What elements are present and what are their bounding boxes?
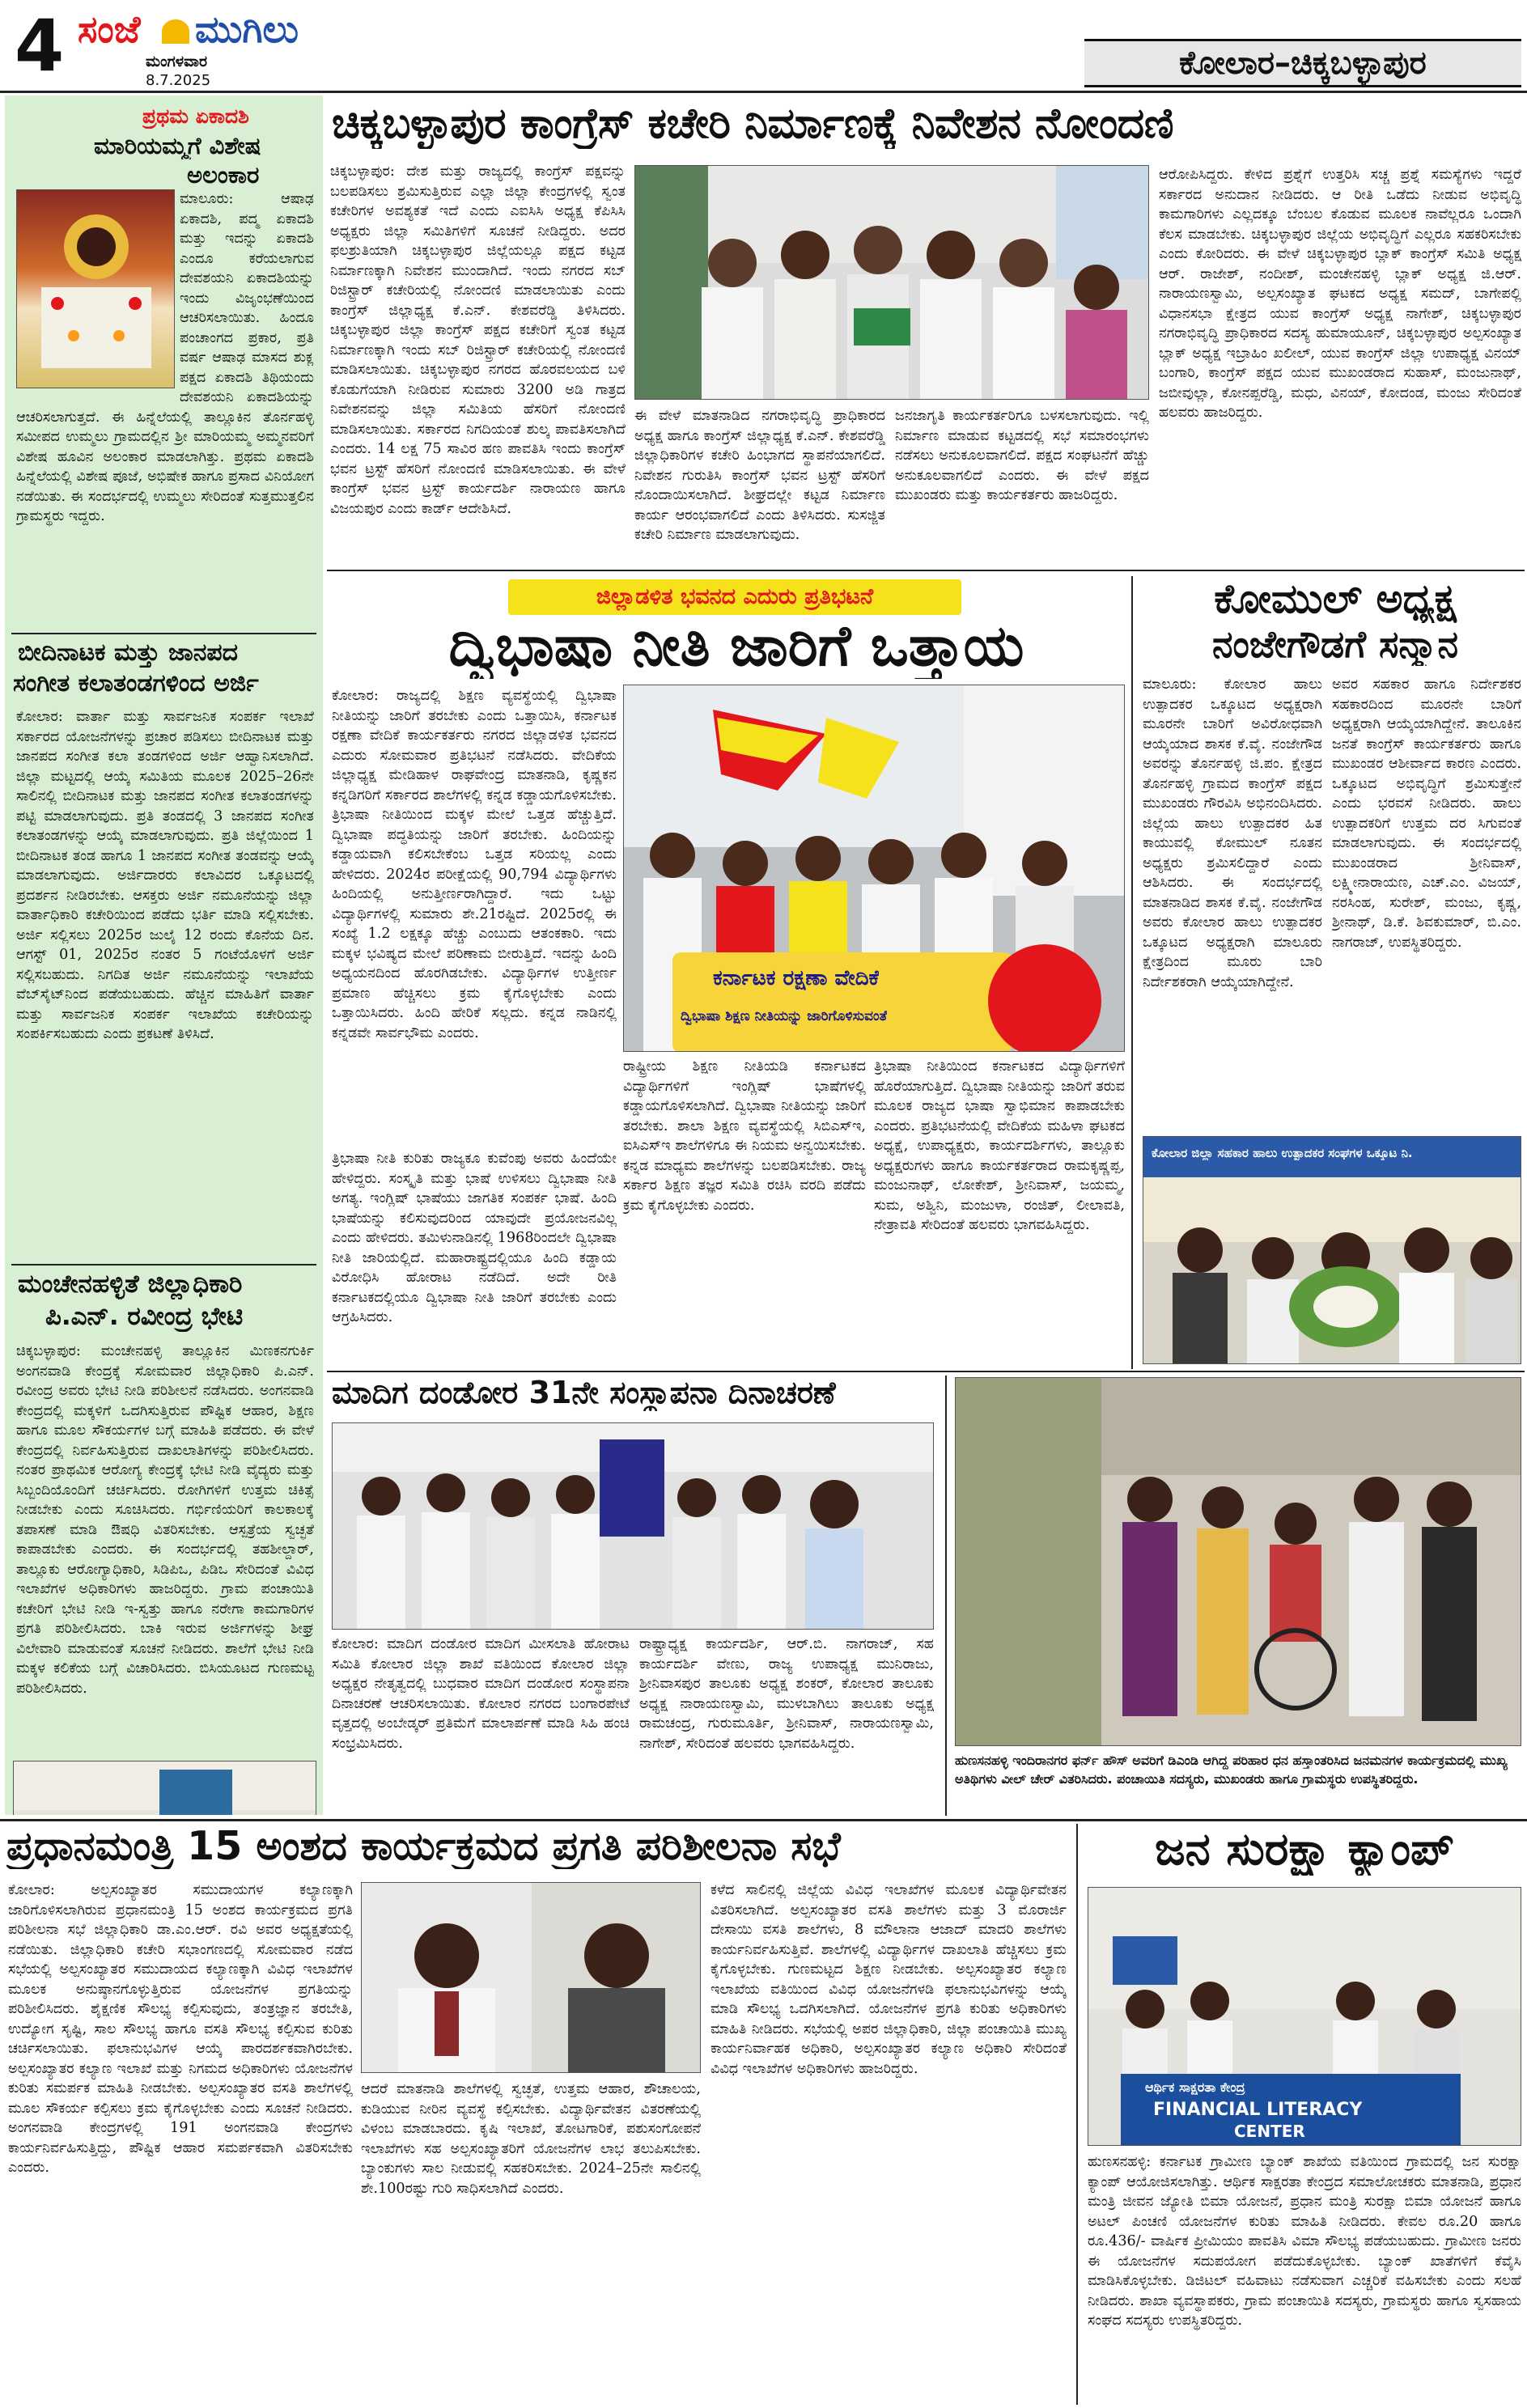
protest-banner-text: ಕರ್ನಾಟಕ ರಕ್ಷಣಾ ವೇದಿಕೆ — [713, 967, 880, 990]
article-3-vrule — [1131, 576, 1133, 1369]
article-6-col2: ಆದರೆ ಮಾತನಾಡಿ ಶಾಲೆಗಳಲ್ಲಿ ಸ್ವಚ್ಛತೆ, ಉತ್ತಮ ಆಹಾರ, ಶೌಚಾಲಯ, ಕುಡಿಯುವ ನೀರಿನ ವ್ಯವಸ್ಥೆ ಕಲ್ಪಿಸಬೇಕು. ವಿದ್ಯಾರ್ಥಿವೇತನ ವಿತರಣೆಯಲ್ಲಿ ವಿಳಂಬ ಮಾಡಬಾರದು. ಕೃಷಿ ಇಲಾಖೆ, ತೋಟಗಾರಿಕೆ, ಪಶುಸಂಗೋಪನೆ ಇಲಾಖೆಗಳು ಸಹ ಅಲ್ಪಸಂಖ್ಯಾತರಿಗೆ ಯೋಜನೆಗಳ ಲಾಭ ತಲುಪಿಸಬೇಕು. ಬ್ಯಾಂಕುಗಳು ಸಾಲ ನೀಡುವಲ್ಲಿ ಸಹಕರಿಸಬೇಕು. 2024–25ನೇ ಸಾಲಿನಲ್ಲಿ ಶೇ.100ರಷ್ಟು ಗುರಿ ಸಾಧಿಸಲಾಗಿದೆ ಎಂದರು. — [361, 2081, 701, 2197]
hospital-visit-photo — [13, 1761, 316, 1815]
congress-group-photo — [634, 165, 1149, 400]
article-2-kicker — [508, 579, 961, 615]
dandora-art — [333, 1423, 934, 1630]
protest-banner-text-2: ದ್ವಿಭಾಷಾ ಶಿಕ್ಷಣ ನೀತಿಯನ್ನು ಜಾರಿಗೊಳಿಸುವಂತೆ — [681, 1009, 888, 1024]
article-4-col1: ಕೋಲಾರ: ಮಾದಿಗ ದಂಡೋರ ಮಾದಿಗ ಮೀಸಲಾತಿ ಹೋರಾಟ ಸಮಿತಿ ಕೋಲಾರ ಜಿಲ್ಲಾ ಶಾಖೆ ವತಿಯಿಂದ ಕೋಲಾರ ಜಿಲ್ಲಾ ಅಧ್ಯಕ್ಷರ ನೇತೃತ್ವದಲ್ಲಿ ಬುಧವಾರ ಮಾದಿಗ ದಂಡೋರ ಸಂಸ್ಥಾಪನಾ ದಿನಾಚರಣೆ ಆಚರಿಸಲಾಯಿತು. ಕೋಲಾರ ನಗರದ ಬಂಗಾರಪೇಟೆ ವೃತ್ತದಲ್ಲಿ ಅಂಬೇಡ್ಕರ್ ಪ್ರತಿಮೆಗೆ ಮಾಲಾರ್ಪಣೆ ಮಾಡಿ ಸಿಹಿ ಹಂಚಿ ಸಂಭ್ರಮಿಸಿದರು. — [332, 1636, 630, 1752]
article-6-col1: ಕೋಲಾರ: ಅಲ್ಪಸಂಖ್ಯಾತರ ಸಮುದಾಯಗಳ ಕಲ್ಯಾಣಕ್ಕಾಗಿ ಜಾರಿಗೊಳಿಸಲಾಗಿರುವ ಪ್ರಧಾನಮಂತ್ರಿ 15 ಅಂಶದ ಕಾರ್ಯಕ್ರಮದ ಪ್ರಗತಿ ಪರಿಶೀಲನಾ ಸಭೆ ಜಿಲ್ಲಾಧಿಕಾರಿ ಡಾ.ಎಂ.ಆರ್. ರವಿ ಅವರ ಅಧ್ಯಕ್ಷತೆಯಲ್ಲಿ ನಡೆಯಿತು. ಜಿಲ್ಲಾಧಿಕಾರಿ ಕಚೇರಿ ಸಭಾಂಗಣದಲ್ಲಿ ಸೋಮವಾರ ನಡೆದ ಸಭೆಯಲ್ಲಿ ಅಲ್ಪಸಂಖ್ಯಾತರ ಸಮುದಾಯದ ಕಲ್ಯಾಣಕ್ಕಾಗಿ ವಿವಿಧ ಇಲಾಖೆಗಳ ಮೂಲಕ ಅನುಷ್ಠಾನಗೊಳ್ಳುತ್ತಿರುವ ಯೋಜನೆಗಳ ಪ್ರಗತಿಯನ್ನು ಪರಿಶೀಲಿಸಿದರು. ಶೈಕ್ಷಣಿಕ ಸೌಲಭ್ಯ ಕಲ್ಪಿಸುವುದು, ತಂತ್ರಜ್ಞಾನ ತರಬೇತಿ, ಉದ್ಯೋಗ ಸೃಷ್ಟಿ, ಸಾಲ ಸೌಲಭ್ಯ ಹಾಗೂ ವಸತಿ ಸೌಲಭ್ಯ ಕಲ್ಪಿಸುವ ಕುರಿತು ಚರ್ಚಿಸಲಾಯಿತು. ಫಲಾನುಭವಿಗಳ ಆಯ್ಕೆ ಪಾರದರ್ಶಕವಾಗಿರಬೇಕು. ಅಲ್ಪಸಂಖ್ಯಾತರ ಕಲ್ಯಾಣ ಇಲಾಖೆ ಮತ್ತು ನಿಗಮದ ಅಧಿಕಾರಿಗಳು ಯೋಜನೆಗಳ ಕುರಿತು ಸಮರ್ಪಕ ಮಾಹಿತಿ ನೀಡಬೇಕು. ಅಲ್ಪಸಂಖ್ಯಾತರ ವಸತಿ ಶಾಲೆಗಳಲ್ಲಿ ಮೂಲ ಸೌಕರ್ಯ ಕಲ್ಪಿಸಲು ಕ್ರಮ ಕೈಗೊಳ್ಳಬೇಕು ಎಂದು ಸೂಚನೆ ನೀಡಿದರು. ಅಂಗನವಾಡಿ ಕೇಂದ್ರಗಳಲ್ಲಿ 191 ಅಂಗನವಾಡಿ ಕೇಂದ್ರಗಳು ಕಾರ್ಯನಿರ್ವಹಿಸುತ್ತಿದ್ದು, ಪೌಷ್ಟಿಕ ಆಹಾರ ಸಮರ್ಪಕವಾಗಿ ವಿತರಿಸಬೇಕು ಎಂದರು. — [8, 1882, 353, 2176]
middle-rule — [327, 1371, 1525, 1372]
sidebar-title-1a: ಮಾರಿಯಮ್ಮಗೆ ವಿಶೇಷ — [94, 133, 261, 159]
article-2-headline: ದ್ವಿಭಾಷಾ ನೀತಿ ಜಾರಿಗೆ ಒತ್ತಾಯ — [448, 613, 1024, 679]
article-4-col2: ರಾಷ್ಟ್ರಾಧ್ಯಕ್ಷ ಕಾರ್ಯದರ್ಶಿ, ಆರ್.ಬಿ. ನಾಗರಾಜ್, ಸಹ ಕಾರ್ಯದರ್ಶಿ ವೇಣು, ರಾಜ್ಯ ಉಪಾಧ್ಯಕ್ಷ ಮುನಿರಾಜು, ಶ್ರೀನಿವಾಸಪುರ ತಾಲೂಕು ಅಧ್ಯಕ್ಷ ಶಂಕರ್, ಕೋಲಾರ ತಾಲೂಕು ಅಧ್ಯಕ್ಷ ನಾರಾಯಣಸ್ವಾಮಿ, ಮುಳಬಾಗಿಲು ತಾಲೂಕು ಅಧ್ಯಕ್ಷ ರಾಮಚಂದ್ರ, ಗುರುಮೂರ್ತಿ, ಶ್ರೀನಿವಾಸ್, ನಾರಾಯಣಸ್ವಾಮಿ, ನಾಗೇಶ್, ಸೇರಿದಂತೆ ಹಲವರು ಭಾಗವಹಿಸಿದ್ದರು. — [639, 1636, 934, 1752]
article-6-headline: ಪ್ರಧಾನಮಂತ್ರಿ 15 ಅಂಶದ ಕಾರ್ಯಕ್ರಮದ ಪ್ರಗತಿ ಪರಿಶೀಲನಾ ಸಭೆ — [6, 1824, 841, 1869]
sidebar-title-1b: ಅಲಂಕಾರ — [187, 162, 260, 189]
sidebar-kicker-1: ಪ್ರಥಮ ಏಕಾದಶಿ — [142, 105, 249, 128]
article-2-col3: ರಾಷ್ಟ್ರೀಯ ಶಿಕ್ಷಣ ನೀತಿಯಡಿ ಕರ್ನಾಟಕದ ವಿದ್ಯಾರ್ಥಿಗಳಿಗೆ ಇಂಗ್ಲಿಷ್ ಭಾಷೆಗಳಲ್ಲಿ ಕಡ್ಡಾಯಗೊಳಿಸಲಾಗಿದೆ. ದ್ವಿಭಾಷಾ ನೀತಿಯನ್ನು ಜಾರಿಗೆ ತರಬೇಕು. ಶಾಲಾ ಶಿಕ್ಷಣ ವ್ಯವಸ್ಥೆಯಲ್ಲಿ ಸಿಬಿಎಸ್‌ಇ, ಐಸಿಎಸ್‌ಇ ಶಾಲೆಗಳಿಗೂ ಈ ನಿಯಮ ಅನ್ವಯಿಸಬೇಕು. ಕನ್ನಡ ಮಾಧ್ಯಮ ಶಾಲೆಗಳನ್ನು ಬಲಪಡಿಸಬೇಕು. ರಾಜ್ಯ ಸರ್ಕಾರ ಶಿಕ್ಷಣ ತಜ್ಞರ ಸಮಿತಿ ರಚಿಸಿ ವರದಿ ಪಡೆದು ಕ್ರಮ ಕೈಗೊಳ್ಳಬೇಕು ಎಂದರು. — [623, 1058, 866, 1214]
sidebar-title-3a: ಮಂಚೇನಹಳ್ಳಿತೆ ಜಿಲ್ಲಾಧಿಕಾರಿ — [18, 1270, 243, 1299]
banner-text-2: FINANCIAL LITERACY — [1153, 2100, 1363, 2120]
wheelchair-photo — [955, 1377, 1521, 1746]
dandora-photo — [332, 1422, 934, 1630]
wheelchair-art — [956, 1378, 1521, 1746]
article-7-headline: ಜನ ಸುರಕ್ಷಾ ಕ್ಯಾಂಪ್ — [1154, 1824, 1455, 1876]
masthead-name-2: ಮುಗಿಲು — [195, 8, 299, 51]
sidebar-title-3b: ಪಿ.ಎನ್. ರವೀಂದ್ರ ಭೇಟಿ — [45, 1303, 244, 1331]
masthead-name-1: ಸಂಜೆ — [78, 8, 141, 51]
kdcc-honour-photo — [1143, 1136, 1521, 1364]
hospital-visit-art — [14, 1761, 316, 1815]
banner-text-3: CENTER — [1234, 2122, 1305, 2141]
issue-date: 8.7.2025 — [146, 73, 211, 89]
article-1-col3: ಜನಜಾಗೃತಿ ಕಾರ್ಯಕರ್ತರಿಗೂ ಬಳಸಲಾಗುವುದು. ಇಲ್ಲಿ ನಿರ್ಮಾಣ ಮಾಡುವ ಕಟ್ಟಡದಲ್ಲಿ ಸಭೆ ಸಮಾರಂಭಗಳು ನಡೆಸಲು ಅನುಕೂಲವಾಗಲಿದೆ. ಪಕ್ಷದ ಸಂಘಟನೆಗೆ ಹೆಚ್ಚು ಅನುಕೂಲವಾಗಲಿದೆ ಎಂದರು. ಈ ವೇಳೆ ಪಕ್ಷದ ಮುಖಂಡರು ಮತ್ತು ಕಾರ್ಯಕರ್ತರು ಹಾಜರಿದ್ದರು. — [895, 408, 1149, 503]
sun-icon — [162, 19, 189, 44]
article-2-col4: ತ್ರಿಭಾಷಾ ನೀತಿಯಿಂದ ಕರ್ನಾಟಕದ ವಿದ್ಯಾರ್ಥಿಗಳಿಗೆ ಹೊರೆಯಾಗುತ್ತಿದೆ. ದ್ವಿಭಾಷಾ ನೀತಿಯನ್ನು ಜಾರಿಗೆ ತರುವ ಮೂಲಕ ರಾಜ್ಯದ ಭಾಷಾ ಸ್ವಾಭಿಮಾನ ಕಾಪಾಡಬೇಕು ಎಂದರು. ಪ್ರತಿಭಟನೆಯಲ್ಲಿ ವೇದಿಕೆಯ ಮಹಿಳಾ ಘಟಕದ ಅಧ್ಯಕ್ಷೆ, ಉಪಾಧ್ಯಕ್ಷರು, ಕಾರ್ಯದರ್ಶಿಗಳು, ತಾಲ್ಲೂಕು ಅಧ್ಯಕ್ಷರುಗಳು ಹಾಗೂ ಕಾರ್ಯಕರ್ತರಾದ ರಾಮಕೃಷ್ಣಪ್ಪ, ಮಂಜುನಾಥ್, ಲೋಕೇಶ್, ಶ್ರೀನಿವಾಸ್, ಜಯಮ್ಮ, ಸುಮ, ಅಶ್ವಿನಿ, ಮಂಜುಳಾ, ರಂಜಿತ್, ಲೀಲಾವತಿ, ನೇತ್ರಾವತಿ ಸೇರಿದಂತೆ ಹಲವರು ಭಾಗವಹಿಸಿದ್ದರು. — [874, 1058, 1125, 1233]
article-2-col1: ಕೋಲಾರ: ರಾಜ್ಯದಲ್ಲಿ ಶಿಕ್ಷಣ ವ್ಯವಸ್ಥೆಯಲ್ಲಿ ದ್ವಿಭಾಷಾ ನೀತಿಯನ್ನು ಜಾರಿಗೆ ತರಬೇಕು ಎಂದು ಒತ್ತಾಯಿಸಿ, ಕರ್ನಾಟಕ ರಕ್ಷಣಾ ವೇದಿಕೆ ಕಾರ್ಯಕರ್ತರು ನಗರದ ಜಿಲ್ಲಾಡಳಿತ ಭವನದ ಎದುರು ಸೋಮವಾರ ಪ್ರತಿಭಟನೆ ನಡೆಸಿದರು. ವೇದಿಕೆಯ ಜಿಲ್ಲಾಧ್ಯಕ್ಷ ಮೇಡಿಹಾಳ ರಾಘವೇಂದ್ರ ಮಾತನಾಡಿ, ಕೃಷ್ಣಕನ ಕನ್ನಡಿಗರಿಗೆ ಸರ್ಕಾರದ ಶಾಲೆಗಳಲ್ಲಿ ಕನ್ನಡ ಕಡ್ಡಾಯಗೊಳಿಸಬೇಕು. ತ್ರಿಭಾಷಾ ನೀತಿಯಿಂದ ಮಕ್ಕಳ ಮೇಲೆ ಒತ್ತಡ ಹೆಚ್ಚುತ್ತಿದೆ. ದ್ವಿಭಾಷಾ ಪದ್ಧತಿಯನ್ನು ಜಾರಿಗೆ ತರಬೇಕು. ಹಿಂದಿಯನ್ನು ಕಡ್ಡಾಯವಾಗಿ ಕಲಿಸಬೇಕೆಂಬ ಒತ್ತಡ ಸರಿಯಲ್ಲ ಎಂದು ಹೇಳಿದರು. 2024ರ ಪರೀಕ್ಷೆಯಲ್ಲಿ 90,794 ವಿದ್ಯಾರ್ಥಿಗಳು ಹಿಂದಿಯಲ್ಲಿ ಅನುತ್ತೀರ್ಣರಾಗಿದ್ದಾರೆ. ಇದು ಒಟ್ಟು ವಿದ್ಯಾರ್ಥಿಗಳಲ್ಲಿ ಸುಮಾರು ಶೇ.21ರಷ್ಟಿದೆ. 2025ರಲ್ಲಿ ಈ ಸಂಖ್ಯೆ 1.2 ಲಕ್ಷಕ್ಕೂ ಹೆಚ್ಚು ಎಂಬುದು ಆತಂಕಕಾರಿ. ಇದು ಮಕ್ಕಳ ಭವಿಷ್ಯದ ಮೇಲೆ ಪರಿಣಾಮ ಬೀರುತ್ತಿದೆ. ಇದನ್ನು ಹಿಂದಿ ಅಧ್ಯಯನದಿಂದ ಹೊರಗಿಡಬೇಕು. ವಿದ್ಯಾರ್ಥಿಗಳ ಉತ್ತೀರ್ಣ ಪ್ರಮಾಣ ಹೆಚ್ಚಿಸಲು ಕ್ರಮ ಕೈಗೊಳ್ಳಬೇಕು ಎಂದು ಒತ್ತಾಯಿಸಿದರು. ಹಿಂದಿ ಹೇರಿಕೆ ಸಲ್ಲದು. ಕನ್ನಡ ನಾಡಿನಲ್ಲಿ ಕನ್ನಡವೇ ಸಾರ್ವಭೌಮ ಎಂದರು. — [332, 688, 617, 1041]
sidebar-text-1 — [16, 189, 314, 628]
sidebar-divider-2 — [11, 1264, 316, 1265]
congress-group-art — [635, 166, 1149, 400]
financial-literacy-photo — [1088, 1887, 1521, 2146]
wheelchair-caption: ಹುಣಸನಹಳ್ಳಿ ಇಂದಿರಾನಗರ ಫರ್ನ್ ಹೌಸ್ ಅವರಿಗೆ ಡಿಎಂಡಿ ಆಗಿದ್ದ ಪರಿಹಾರ ಧನ ಹಸ್ತಾಂತರಿಸಿದ ಜನಮನಗಳ ಕಾರ್ಯಕ್ರಮದಲ್ಲಿ ಮುಖ್ಯ ಅತಿಥಿಗಳು ವೀಲ್ ಚೇರ್ ವಿತರಿಸಿದರು. ಪಂಚಾಯಿತಿ ಸದಸ್ಯರು, ಮುಖಂಡರು ಹಾಗೂ ಗ್ರಾಮಸ್ಥರು ಉಪಸ್ಥಿತರಿದ್ದರು. — [955, 1753, 1508, 1787]
article-1-col1: ಚಿಕ್ಕಬಳ್ಳಾಪುರ: ದೇಶ ಮತ್ತು ರಾಜ್ಯದಲ್ಲಿ ಕಾಂಗ್ರೆಸ್ ಪಕ್ಷವನ್ನು ಬಲಪಡಿಸಲು ಶ್ರಮಿಸುತ್ತಿರುವ ಎಲ್ಲಾ ಜಿಲ್ಲಾ ಕೇಂದ್ರಗಳಲ್ಲಿ ಸ್ವಂತ ಕಚೇರಿಗಳ ಅವಶ್ಯಕತೆ ಇದೆ ಎಂದು ಎಐಸಿಸಿ ಅಧ್ಯಕ್ಷ ಕೆಪಿಸಿಸಿ ಅಧ್ಯಕ್ಷರು ಜಿಲ್ಲಾ ಸಮಿತಿಗಳಿಗೆ ಸೂಚನೆ ನೀಡಿದ್ದರು. ಅದರ ಫಲಶ್ರುತಿಯಾಗಿ ಚಿಕ್ಕಬಳ್ಳಾಪುರ ಜಿಲ್ಲೆಯಲ್ಲೂ ಪಕ್ಷದ ಕಟ್ಟಡ ನಿರ್ಮಾಣಕ್ಕಾಗಿ ನಿವೇಶನ ಮುಂದಾಗಿದೆ. ಇಂದು ನಗರದ ಸಬ್ ರಿಜಿಸ್ಟ್ರಾರ್ ಕಚೇರಿಯಲ್ಲಿ ನೋಂದಣಿ ಮಾಡಲಾಯಿತು ಎಂದು ಕಾಂಗ್ರೆಸ್ ಜಿಲ್ಲಾಧ್ಯಕ್ಷ ಕೆ.ಎನ್. ಕೇಶವರೆಡ್ಡಿ ತಿಳಿಸಿದರು. ಚಿಕ್ಕಬಳ್ಳಾಪುರ ಜಿಲ್ಲಾ ಕಾಂಗ್ರೆಸ್ ಪಕ್ಷದ ಕಚೇರಿಗೆ ಸ್ವಂತ ಕಟ್ಟಡ ನಿರ್ಮಾಣಕ್ಕಾಗಿ ಇಂದು ಸಬ್ ರಿಜಿಸ್ಟ್ರಾರ್ ಕಚೇರಿಯಲ್ಲಿ ನೋಂದಣಿ ಮಾಡಿಸಲಾಯಿತು. ಚಿಕ್ಕಬಳ್ಳಾಪುರ ನಗರದ ಹೊರವಲಯದ ಬಳಿ ಕೊಡುಗೆಯಾಗಿ ನೀಡಿರುವ ಸುಮಾರು 3200 ಅಡಿ ಗಾತ್ರದ ನಿವೇಶನವನ್ನು ಜಿಲ್ಲಾ ಸಮಿತಿಯ ಹೆಸರಿಗೆ ನೋಂದಣಿ ಮಾಡಿಸಲಾಯಿತು. ಸರ್ಕಾರದ ನಿಗದಿಯಂತೆ ಶುಲ್ಕ ಪಾವತಿಸಲಾಗಿದೆ ಎಂದರು. 14 ಲಕ್ಷ 75 ಸಾವಿರ ಹಣ ಪಾವತಿಸಿ ಇಂದು ಕಾಂಗ್ರೆಸ್ ಭವನ ಟ್ರಸ್ಟ್ ಹೆಸರಿಗೆ ನೋಂದಣಿ ಮಾಡಿಸಲಾಯಿತು. ಈ ವೇಳೆ ಕಾಂಗ್ರೆಸ್ ಭವನ ಟ್ರಸ್ಟ್ ಕಾರ್ಯದರ್ಶಿ ನಾರಾಯಣ ಹಾಗೂ ವಿಜಯಪುರ ಎಂದು ಕಾರ್ಡ್ ಆದೇಶಿಸಿದೆ. — [330, 163, 626, 517]
article-1-col4: ಆರೋಪಿಸಿದ್ದರು. ಕೇಳಿದ ಪ್ರಶ್ನೆಗೆ ಉತ್ತರಿಸಿ ಸಚ್ಚ ಪ್ರಶ್ನೆ ಸಮಸ್ಯೆಗಳು ಇದ್ದರೆ ಸರ್ಕಾರದ ಅನುದಾನ ನೀಡಿದರು. ಆ ರೀತಿ ಒಡೆದು ನೀಡುವ ಅಭಿವೃದ್ಧಿ ಕಾಮಗಾರಿಗಳು ಎಲ್ಲದಕ್ಕೂ ಬೆಂಬಲ ಕೊಡುವ ಮೂಲಕ ನಾವೆಲ್ಲರೂ ಒಂದಾಗಿ ಕೆಲಸ ಮಾಡಬೇಕು. ಚಿಕ್ಕಬಳ್ಳಾಪುರ ಜಿಲ್ಲೆಯ ಅಭಿವೃದ್ಧಿಗೆ ಎಲ್ಲರೂ ಸಹಕರಿಸಬೇಕು ಎಂದು ಕೋರಿದರು. ಈ ವೇಳೆ ಚಿಕ್ಕಬಳ್ಳಾಪುರ ಬ್ಲಾಕ್ ಕಾಂಗ್ರೆಸ್ ಸಮಿತಿ ಅಧ್ಯಕ್ಷ ಆರ್. ರಾಜೇಶ್, ನಂದೀಶ್, ಮಂಚೇನಹಳ್ಳಿ ಬ್ಲಾಕ್ ಅಧ್ಯಕ್ಷ ಜಿ.ಆರ್. ನಾರಾಯಣಸ್ವಾಮಿ, ಅಲ್ಪಸಂಖ್ಯಾತ ಘಟಕದ ಅಧ್ಯಕ್ಷ ಸಮದ್, ಬಾಗೇಪಲ್ಲಿ ವಿಧಾನಸಭಾ ಕ್ಷೇತ್ರದ ಯುವ ಕಾಂಗ್ರೆಸ್ ಅಧ್ಯಕ್ಷ ನಾಗೇಶ್, ಚಿಕ್ಕಬಳ್ಳಾಪುರ ನಗರಾಭಿವೃದ್ಧಿ ಪ್ರಾಧಿಕಾರದ ಸದಸ್ಯ ಹುಮಾಯೂನ್, ಚಿಕ್ಕಬಳ್ಳಾಪುರ ಅಲ್ಪಸಂಖ್ಯಾತ ಬ್ಲಾಕ್ ಅಧ್ಯಕ್ಷ ಇಬ್ರಾಹಿಂ ಖಲೀಲ್, ಯುವ ಕಾಂಗ್ರೆಸ್ ಜಿಲ್ಲಾ ಉಪಾಧ್ಯಕ್ಷ ವಿನಯ್ ಬಂಗಾರಿ, ಕಾಂಗ್ರೆಸ್ ಪಕ್ಷದ ಯುವ ಮುಖಂಡರಾದ ಸುಹಾಸ್, ಮಂಜುನಾಥ್, ಜಬೀವುಲ್ಲಾ, ಕೋನಪ್ಪರೆಡ್ಡಿ, ಮಧು, ವಿನಯ್, ಕೋದಂಡ, ಮಂಜು ಸೇರಿದಂತೆ ಹಲವರು ಹಾಜರಿದ್ದರು. — [1159, 167, 1521, 421]
article-3-title-1: ಕೋಮುಲ್ ಅಧ್ಯಕ್ಷ — [1214, 576, 1457, 622]
sidebar-body-1: ಮಾಲೂರು: ಆಷಾಢ ಏಕಾದಶಿ, ಪದ್ಮ ಏಕಾದಶಿ ಮತ್ತು ಇದನ್ನು ಏಕಾದಶಿ ಎಂದೂ ಕರೆಯಲಾಗುವ ದೇವಶಯನಿ ಏಕಾದಶಿಯನ್ನು ಇಂದು ವಿಜೃಂಭಣೆಯಿಂದ ಆಚರಿಸಲಾಯಿತು. ಹಿಂದೂ ಪಂಚಾಂಗದ ಪ್ರಕಾರ, ಪ್ರತಿ ವರ್ಷ ಆಷಾಢ ಮಾಸದ ಶುಕ್ಲ ಪಕ್ಷದ ಏಕಾದಶಿ ತಿಥಿಯಂದು ದೇವಶಯನಿ ಏಕಾದಶಿಯನ್ನು ಆಚರಿಸಲಾಗುತ್ತದೆ. ಈ ಹಿನ್ನೆಲೆಯಲ್ಲಿ ತಾಲ್ಲೂಕಿನ ತೊರ್ನಹಳ್ಳಿ ಸಮೀಪದ ಉಮ್ಮಲು ಗ್ರಾಮದಲ್ಲಿನ ಶ್ರೀ ಮಾರಿಯಮ್ಮ ಅಮ್ಮನವರಿಗೆ ವಿಶೇಷ ಹೂವಿನ ಅಲಂಕಾರ ಮಾಡಲಾಗಿತ್ತು. ಪ್ರಥಮ ಏಕಾದಶಿ ಹಿನ್ನೆಲೆಯಲ್ಲಿ ವಿಶೇಷ ಪೂಜೆ, ಅಭಿಷೇಕ ಹಾಗೂ ಪ್ರಸಾದ ವಿನಿಯೋಗ ನಡೆಯಿತು. ಈ ಸಂದರ್ಭದಲ್ಲಿ ಉಮ್ಮಲು ಸೇರಿದಂತೆ ಸುತ್ತಮುತ್ತಲಿನ ಗ್ರಾಮಸ್ಥರು ಇದ್ದರು. — [16, 191, 314, 524]
article-1-col2: ಈ ವೇಳೆ ಮಾತನಾಡಿದ ನಗರಾಭಿವೃದ್ಧಿ ಪ್ರಾಧಿಕಾರದ ಅಧ್ಯಕ್ಷ ಹಾಗೂ ಕಾಂಗ್ರೆಸ್ ಜಿಲ್ಲಾಧ್ಯಕ್ಷ ಕೆ.ಎನ್. ಕೇಶವರೆಡ್ಡಿ ಜಿಲ್ಲಾಧಿಕಾರಿಗಳ ಕಚೇರಿ ಹಿಂಭಾಗದ ಸ್ಥಾಪನೆಯಾಗಲಿದೆ. ನಿವೇಶನ ಗುರುತಿಸಿ ಕಾಂಗ್ರೆಸ್ ಭವನ ಟ್ರಸ್ಟ್ ಹೆಸರಿಗೆ ನೊಂದಾಯಿಸಲಾಗಿದೆ. ಶೀಘ್ರದಲ್ಲೇ ಕಟ್ಟಡ ನಿರ್ಮಾಣ ಕಾರ್ಯ ಆರಂಭವಾಗಲಿದೆ ಎಂದು ತಿಳಿಸಿದರು. ಸುಸಜ್ಜಿತ ಕಚೇರಿ ನಿರ್ಮಾಣ ಮಾಡಲಾಗುವುದು. — [634, 408, 885, 543]
sidebar — [5, 95, 323, 1815]
sidebar-body-3: ಚಿಕ್ಕಬಳ್ಳಾಪುರ: ಮಂಚೇನಹಳ್ಳಿ ತಾಲ್ಲೂಕಿನ ಮಿಣಕನಗುರ್ಕಿ ಅಂಗನವಾಡಿ ಕೇಂದ್ರಕ್ಕೆ ಸೋಮವಾರ ಜಿಲ್ಲಾಧಿಕಾರಿ ಪಿ.ಎನ್. ರವೀಂದ್ರ ಅವರು ಭೇಟಿ ನೀಡಿ ಪರಿಶೀಲನೆ ನಡೆಸಿದರು. ಅಂಗನವಾಡಿ ಕೇಂದ್ರದಲ್ಲಿ ಮಕ್ಕಳಿಗೆ ಒದಗಿಸುತ್ತಿರುವ ಪೌಷ್ಟಿಕ ಆಹಾರ, ಶಿಕ್ಷಣ ಹಾಗೂ ಮೂಲ ಸೌಕರ್ಯಗಳ ಬಗ್ಗೆ ಮಾಹಿತಿ ಪಡೆದರು. ಈ ವೇಳೆ ಕೇಂದ್ರದಲ್ಲಿ ನಿರ್ವಹಿಸುತ್ತಿರುವ ದಾಖಲಾತಿಗಳನ್ನು ಪರಿಶೀಲಿಸಿದರು. ನಂತರ ಪ್ರಾಥಮಿಕ ಆರೋಗ್ಯ ಕೇಂದ್ರಕ್ಕೆ ಭೇಟಿ ನೀಡಿ ವೈದ್ಯರು ಮತ್ತು ಸಿಬ್ಬಂದಿಯೊಂದಿಗೆ ಚರ್ಚಿಸಿದರು. ರೋಗಿಗಳಿಗೆ ಉತ್ತಮ ಚಿಕಿತ್ಸೆ ನೀಡಬೇಕು ಎಂದು ಸೂಚಿಸಿದರು. ಗರ್ಭಿಣಿಯರಿಗೆ ಕಾಲಕಾಲಕ್ಕೆ ತಪಾಸಣೆ ಮಾಡಿ ಔಷಧಿ ವಿತರಿಸಬೇಕು. ಆಸ್ಪತ್ರೆಯ ಸ್ವಚ್ಛತೆ ಕಾಪಾಡಬೇಕು ಎಂದರು. ಈ ಸಂದರ್ಭದಲ್ಲಿ ತಹಶೀಲ್ದಾರ್, ತಾಲ್ಲೂಕು ಆರೋಗ್ಯಾಧಿಕಾರಿ, ಸಿಡಿಪಿಒ, ಪಿಡಿಒ ಸೇರಿದಂತೆ ವಿವಿಧ ಇಲಾಖೆಗಳ ಅಧಿಕಾರಿಗಳು ಹಾಜರಿದ್ದರು. ಗ್ರಾಮ ಪಂಚಾಯಿತಿ ಕಚೇರಿಗೆ ಭೇಟಿ ನೀಡಿ ಇ-ಸ್ವತ್ತು ಹಾಗೂ ನರೇಗಾ ಕಾಮಗಾರಿಗಳ ಪ್ರಗತಿ ಪರಿಶೀಲಿಸಿದರು. ಬಾಕಿ ಇರುವ ಅರ್ಜಿಗಳನ್ನು ಶೀಘ್ರ ವಿಲೇವಾರಿ ಮಾಡುವಂತೆ ಸೂಚನೆ ನೀಡಿದರು. ಶಾಲೆಗೆ ಭೇಟಿ ನೀಡಿ ಮಕ್ಕಳ ಕಲಿಕೆಯ ಬಗ್ಗೆ ವಿಚಾರಿಸಿದರು. ಬಿಸಿಯೂಟದ ಗುಣಮಟ್ಟ ಪರಿಶೀಲಿಸಿದರು. — [16, 1343, 314, 1697]
article-6-vrule — [1076, 1824, 1078, 2405]
section-banner — [1084, 39, 1521, 87]
sidebar-title-2b: ಸಂಗೀತ ಕಲಾತಂಡಗಳಿಂದ ಅರ್ಜಿ — [13, 670, 259, 697]
page-number: 4 — [15, 5, 65, 87]
protest-art — [624, 685, 1125, 1052]
meeting-photo — [361, 1882, 701, 2073]
article-4-vrule — [945, 1376, 947, 1816]
section-title: ಕೋಲಾರ–ಚಿಕ್ಕಬಳ್ಳಾಪುರ — [1179, 45, 1427, 82]
article-3-title-2: ನಂಜೇಗೌಡಗೆ ಸನ್ಮಾನ — [1211, 623, 1459, 666]
masthead-rule — [0, 91, 1527, 93]
issue-day: ಮಂಗಳವಾರ — [146, 53, 208, 70]
meeting-art — [362, 1883, 701, 2073]
protest-photo — [623, 685, 1125, 1052]
article-2-col2: ತ್ರಿಭಾಷಾ ನೀತಿ ಕುರಿತು ರಾಜ್ಯಕೂ ಕುವೆಂಪು ಅವರು ಹಿಂದೆಯೇ ಹೇಳಿದ್ದರು. ಸಂಸ್ಕೃತಿ ಮತ್ತು ಭಾಷೆ ಉಳಿಸಲು ದ್ವಿಭಾಷಾ ನೀತಿ ಅಗತ್ಯ. ಇಂಗ್ಲಿಷ್ ಭಾಷೆಯು ಜಾಗತಿಕ ಸಂಪರ್ಕ ಭಾಷೆ. ಹಿಂದಿ ಭಾಷೆಯನ್ನು ಕಲಿಸುವುದರಿಂದ ಯಾವುದೇ ಪ್ರಯೋಜನವಿಲ್ಲ ಎಂದು ಹೇಳಿದರು. ತಮಿಳುನಾಡಿನಲ್ಲಿ 1968ರಿಂದಲೇ ದ್ವಿಭಾಷಾ ನೀತಿ ಜಾರಿಯಲ್ಲಿದೆ. ಮಹಾರಾಷ್ಟ್ರದಲ್ಲಿಯೂ ಹಿಂದಿ ಕಡ್ಡಾಯ ವಿರೋಧಿಸಿ ಹೋರಾಟ ನಡೆದಿದೆ. ಅದೇ ರೀತಿ ಕರ್ನಾಟಕದಲ್ಲಿಯೂ ದ್ವಿಭಾಷಾ ನೀತಿ ಜಾರಿಗೆ ತರಬೇಕು ಎಂದು ಆಗ್ರಹಿಸಿದರು. — [332, 1151, 617, 1325]
masthead — [0, 0, 1527, 91]
sidebar-title-2a: ಬೀದಿನಾಟಕ ಮತ್ತು ಜಾನಪದ — [18, 639, 238, 667]
article-3-col2: ಅವರ ಸಹಕಾರ ಹಾಗೂ ನಿರ್ದೇಶಕರ ಸಹಕಾರದಿಂದ ಮೂರನೇ ಬಾರಿಗೆ ಅಧ್ಯಕ್ಷರಾಗಿ ಆಯ್ಕೆಯಾಗಿದ್ದೇನೆ. ತಾಲೂಕಿನ ಜನತೆ ಕಾಂಗ್ರೆಸ್ ಕಾರ್ಯಕರ್ತರು ಹಾಗೂ ಮುಖಂಡರ ಆಶೀರ್ವಾದ ಕಾರಣ ಎಂದರು. ಒಕ್ಕೂಟದ ಅಭಿವೃದ್ಧಿಗೆ ಶ್ರಮಿಸುತ್ತೇನೆ ಎಂದು ಭರವಸೆ ನೀಡಿದರು. ಹಾಲು ಉತ್ಪಾದಕರಿಗೆ ಉತ್ತಮ ದರ ಸಿಗುವಂತೆ ಮಾಡಲಾಗುವುದು. ಈ ಸಂದರ್ಭದಲ್ಲಿ ಮುಖಂಡರಾದ ಶ್ರೀನಿವಾಸ್, ಲಕ್ಷ್ಮೀನಾರಾಯಣ, ಎಚ್.ಎಂ. ವಿಜಯ್, ನರಸಿಂಹ, ಸುರೇಶ್, ಮಂಜು, ಕೃಷ್ಣ, ಶ್ರೀನಾಥ್, ಡಿ.ಕೆ. ಶಿವಕುಮಾರ್, ಬಿ.ಎಂ. ನಾಗರಾಜ್, ಉಪಸ್ಥಿತರಿದ್ದರು. — [1332, 676, 1521, 951]
lower-rule — [0, 1819, 1527, 1821]
kdcc-honour-art — [1143, 1137, 1521, 1364]
article-3-col1: ಮಾಲೂರು: ಕೋಲಾರ ಹಾಲು ಉತ್ಪಾದಕರ ಒಕ್ಕೂಟದ ಅಧ್ಯಕ್ಷರಾಗಿ ಮೂರನೇ ಬಾರಿಗೆ ಅವಿರೋಧವಾಗಿ ಆಯ್ಕೆಯಾದ ಶಾಸಕ ಕೆ.ವೈ. ನಂಜೇಗೌಡ ಅವರನ್ನು ತೊರ್ನಹಳ್ಳಿ ಜಿ.ಪಂ. ಕ್ಷೇತ್ರದ ತೊರ್ನಹಳ್ಳಿ ಗ್ರಾಮದ ಕಾಂಗ್ರೆಸ್ ಪಕ್ಷದ ಮುಖಂಡರು ಗೌರವಿಸಿ ಅಭಿನಂದಿಸಿದರು. ಜಿಲ್ಲೆಯ ಹಾಲು ಉತ್ಪಾದಕರ ಹಿತ ಕಾಯುವಲ್ಲಿ ಕೋಮುಲ್ ನೂತನ ಅಧ್ಯಕ್ಷರು ಶ್ರಮಿಸಲಿದ್ದಾರೆ ಎಂದು ಆಶಿಸಿದರು. ಈ ಸಂದರ್ಭದಲ್ಲಿ ಮಾತನಾಡಿದ ಶಾಸಕ ಕೆ.ವೈ. ನಂಜೇಗೌಡ ಅವರು ಕೋಲಾರ ಹಾಲು ಉತ್ಪಾದಕರ ಒಕ್ಕೂಟದ ಅಧ್ಯಕ್ಷರಾಗಿ ಮಾಲೂರು ಕ್ಷೇತ್ರದಿಂದ ಮೂರು ಬಾರಿ ನಿರ್ದೇಶಕರಾಗಿ ಆಯ್ಕೆಯಾಗಿದ್ದೇನೆ. — [1143, 676, 1322, 990]
article-1-rule — [327, 570, 1525, 571]
article-2-kicker-text: ಜಿಲ್ಲಾಡಳಿತ ಭವನದ ಎದುರು ಪ್ರತಿಭಟನೆ — [596, 584, 874, 609]
sidebar-body-2: ಕೋಲಾರ: ವಾರ್ತಾ ಮತ್ತು ಸಾರ್ವಜನಿಕ ಸಂಪರ್ಕ ಇಲಾಖೆ ಸರ್ಕಾರದ ಯೋಜನೆಗಳನ್ನು ಪ್ರಚಾರ ಪಡಿಸಲು ಬೀದಿನಾಟಕ ಮತ್ತು ಜಾನಪದ ಸಂಗೀತ ಕಲಾ ತಂಡಗಳಿಂದ ಅರ್ಜಿ ಆಹ್ವಾನಿಸಲಾಗಿದೆ. ಜಿಲ್ಲಾ ಮಟ್ಟದಲ್ಲಿ ಆಯ್ಕೆ ಸಮಿತಿಯ ಮೂಲಕ 2025–26ನೇ ಸಾಲಿನಲ್ಲಿ ಬೀದಿನಾಟಕ ಮತ್ತು ಜಾನಪದ ಸಂಗೀತ ಕಲಾತಂಡಗಳನ್ನು ಪಟ್ಟಿ ಮಾಡಲಾಗುವುದು. ಪ್ರತಿ ತಂಡದಲ್ಲಿ 3 ಜಾನಪದ ಸಂಗೀತ ಕಲಾತಂಡಗಳನ್ನು ಆಯ್ಕೆ ಮಾಡಲಾಗುವುದು. ಪ್ರತಿ ಜಿಲ್ಲೆಯಿಂದ 1 ಬೀದಿನಾಟಕ ತಂಡ ಹಾಗೂ 1 ಜಾನಪದ ಸಂಗೀತ ತಂಡವನ್ನು ಆಯ್ಕೆ ಮಾಡಲಾಗುವುದು. ಅರ್ಜಿದಾರರು ಕಲಾವಿದರ ಒಕ್ಕೂಟದಲ್ಲಿ ಪ್ರದರ್ಶನ ನೀಡಿರಬೇಕು. ಆಸಕ್ತರು ಅರ್ಜಿ ನಮೂನೆಯನ್ನು ಜಿಲ್ಲಾ ವಾರ್ತಾಧಿಕಾರಿ ಕಚೇರಿಯಿಂದ ಪಡೆದು ಭರ್ತಿ ಮಾಡಿ ಸಲ್ಲಿಸಬೇಕು. ಅರ್ಜಿ ಸಲ್ಲಿಸಲು 2025ರ ಜುಲೈ 12 ರಂದು ಕೊನೆಯ ದಿನ. ಆಗಸ್ಟ್ 01, 2025ರ ನಂತರ 5 ಗಂಟೆಯೊಳಗೆ ಅರ್ಜಿ ಸಲ್ಲಿಸಬಹುದು. ನಿಗದಿತ ಅರ್ಜಿ ನಮೂನೆಯನ್ನು ಇಲಾಖೆಯ ವೆಬ್‌ಸೈಟ್‌ನಿಂದ ಪಡೆಯಬಹುದು. ಹೆಚ್ಚಿನ ಮಾಹಿತಿಗೆ ವಾರ್ತಾ ಮತ್ತು ಸಾರ್ವಜನಿಕ ಸಂಪರ್ಕ ಇಲಾಖೆಯ ಕಚೇರಿಯನ್ನು ಸಂಪರ್ಕಿಸಬಹುದು ಎಂದು ಪ್ರಕಟಣೆ ತಿಳಿಸಿದೆ. — [16, 709, 314, 1042]
article-1-headline: ಚಿಕ್ಕಬಳ್ಳಾಪುರ ಕಾಂಗ್ರೆಸ್ ಕಚೇರಿ ನಿರ್ಮಾಣಕ್ಕೆ ನಿವೇಶನ ನೋಂದಣಿ — [332, 100, 1174, 148]
article-7-body: ಹುಣಸನಹಳ್ಳಿ: ಕರ್ನಾಟಕ ಗ್ರಾಮೀಣ ಬ್ಯಾಂಕ್ ಶಾಖೆಯ ವತಿಯಿಂದ ಗ್ರಾಮದಲ್ಲಿ ಜನ ಸುರಕ್ಷಾ ಕ್ಯಾಂಪ್ ಆಯೋಜಿಸಲಾಗಿತ್ತು. ಆರ್ಥಿಕ ಸಾಕ್ಷರತಾ ಕೇಂದ್ರದ ಸಮಾಲೋಚಕರು ಮಾತನಾಡಿ, ಪ್ರಧಾನ ಮಂತ್ರಿ ಜೀವನ ಜ್ಯೋತಿ ಬಿಮಾ ಯೋಜನೆ, ಪ್ರಧಾನ ಮಂತ್ರಿ ಸುರಕ್ಷಾ ಬಿಮಾ ಯೋಜನೆ ಹಾಗೂ ಅಟಲ್ ಪಿಂಚಣಿ ಯೋಜನೆಗಳ ಕುರಿತು ಮಾಹಿತಿ ನೀಡಿದರು. ಕೇವಲ ರೂ.20 ಹಾಗೂ ರೂ.436/- ವಾರ್ಷಿಕ ಪ್ರೀಮಿಯಂ ಪಾವತಿಸಿ ವಿಮಾ ಸೌಲಭ್ಯ ಪಡೆಯಬಹುದು. ಗ್ರಾಮೀಣ ಜನರು ಈ ಯೋಜನೆಗಳ ಸದುಪಯೋಗ ಪಡೆದುಕೊಳ್ಳಬೇಕು. ಬ್ಯಾಂಕ್ ಖಾತೆಗಳಿಗೆ ಕೆವೈಸಿ ಮಾಡಿಸಿಕೊಳ್ಳಬೇಕು. ಡಿಜಿಟಲ್ ವಹಿವಾಟು ನಡೆಸುವಾಗ ಎಚ್ಚರಿಕೆ ವಹಿಸಬೇಕು ಎಂದು ಸಲಹೆ ನೀಡಿದರು. ಶಾಖಾ ವ್ಯವಸ್ಥಾಪಕರು, ಗ್ರಾಮ ಪಂಚಾಯಿತಿ ಸದಸ್ಯರು, ಗ್ರಾಮಸ್ಥರು ಹಾಗೂ ಸ್ವಸಹಾಯ ಸಂಘದ ಸದಸ್ಯರು ಉಪಸ್ಥಿತರಿದ್ದರು. — [1088, 2154, 1521, 2329]
masthead-logo — [78, 8, 320, 57]
sidebar-divider-1 — [11, 633, 316, 634]
banner-text-1: ಆರ್ಥಿಕ ಸಾಕ್ಷರತಾ ಕೇಂದ್ರ — [1145, 2080, 1245, 2095]
kdcc-sign-text: ಕೋಲಾರ ಜಿಲ್ಲಾ ಸಹಕಾರ ಹಾಲು ಉತ್ಪಾದಕರ ಸಂಘಗಳ ಒಕ್ಕೂಟ ನಿ. — [1152, 1147, 1413, 1160]
article-6-col3: ಕಳೆದ ಸಾಲಿನಲ್ಲಿ ಜಿಲ್ಲೆಯ ವಿವಿಧ ಇಲಾಖೆಗಳ ಮೂಲಕ ವಿದ್ಯಾರ್ಥಿವೇತನ ವಿತರಿಸಲಾಗಿದೆ. ಅಲ್ಪಸಂಖ್ಯಾತರ ವಸತಿ ಶಾಲೆಗಳು ಮತ್ತು 3 ಮೊರಾರ್ಜಿ ದೇಸಾಯಿ ವಸತಿ ಶಾಲೆಗಳು, 8 ಮೌಲಾನಾ ಆಜಾದ್ ಮಾದರಿ ಶಾಲೆಗಳು ಕಾರ್ಯನಿರ್ವಹಿಸುತ್ತಿವೆ. ಶಾಲೆಗಳಲ್ಲಿ ವಿದ್ಯಾರ್ಥಿಗಳ ದಾಖಲಾತಿ ಹೆಚ್ಚಿಸಲು ಕ್ರಮ ಕೈಗೊಳ್ಳಬೇಕು. ಗುಣಮಟ್ಟದ ಶಿಕ್ಷಣ ನೀಡಬೇಕು. ಅಲ್ಪಸಂಖ್ಯಾತರ ಕಲ್ಯಾಣ ಇಲಾಖೆಯ ವತಿಯಿಂದ ವಿವಿಧ ಯೋಜನೆಗಳಡಿ ಫಲಾನುಭವಿಗಳನ್ನು ಆಯ್ಕೆ ಮಾಡಿ ಸೌಲಭ್ಯ ಒದಗಿಸಲಾಗಿದೆ. ಯೋಜನೆಗಳ ಪ್ರಗತಿ ಕುರಿತು ಅಧಿಕಾರಿಗಳು ಮಾಹಿತಿ ನೀಡಿದರು. ಸಭೆಯಲ್ಲಿ ಅಪರ ಜಿಲ್ಲಾಧಿಕಾರಿ, ಜಿಲ್ಲಾ ಪಂಚಾಯಿತಿ ಮುಖ್ಯ ಕಾರ್ಯನಿರ್ವಾಹಕ ಅಧಿಕಾರಿ, ಅಲ್ಪಸಂಖ್ಯಾತರ ಕಲ್ಯಾಣ ಅಧಿಕಾರಿ ಸೇರಿದಂತೆ ವಿವಿಧ ಇಲಾಖೆಗಳ ಅಧಿಕಾರಿಗಳು ಹಾಜರಿದ್ದರು. — [710, 1882, 1067, 2077]
article-4-headline: ಮಾದಿಗ ದಂಡೋರ 31ನೇ ಸಂಸ್ಥಾಪನಾ ದಿನಾಚರಣೆ — [332, 1376, 836, 1410]
